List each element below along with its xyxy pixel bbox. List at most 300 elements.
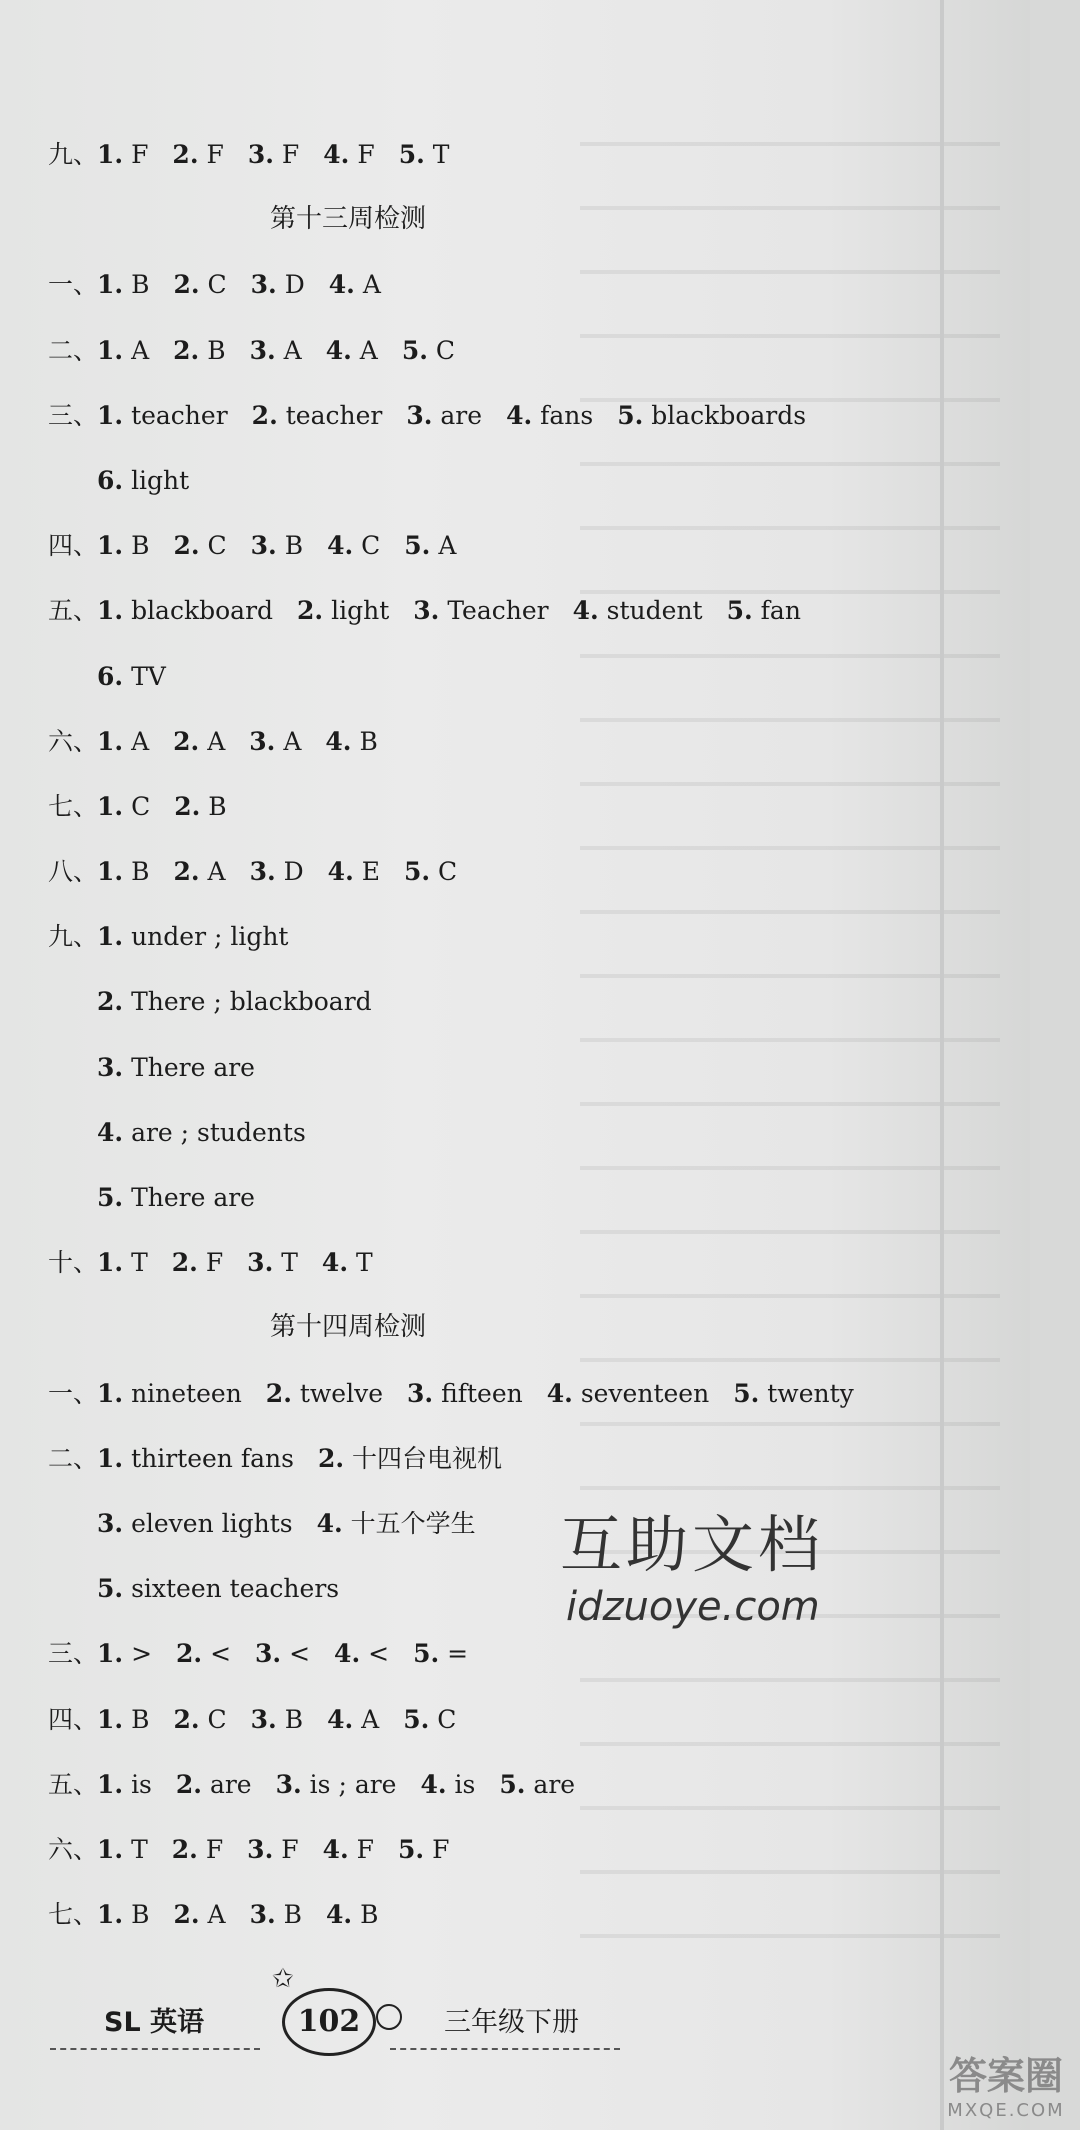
item-number: 5.: [404, 531, 431, 561]
item-answer: 十五个学生: [350, 1508, 476, 1538]
answer-item: [250, 857, 304, 886]
item-answer: <: [210, 1639, 232, 1669]
item-answer: twenty: [767, 1378, 854, 1408]
item-answer: F: [281, 140, 300, 169]
answer-item: [173, 270, 226, 299]
item-number: 1.: [97, 531, 124, 561]
answer-item: [97, 1835, 148, 1864]
answer-item: [97, 922, 288, 951]
answer-item: [727, 596, 801, 625]
answer-item: [172, 1248, 223, 1277]
answer-item: [249, 727, 301, 756]
item-number: 4.: [323, 140, 350, 169]
item-answer: =: [447, 1639, 469, 1669]
item-answer: is ; are: [309, 1769, 397, 1799]
item-answer: C: [207, 1704, 227, 1734]
answer-item: [252, 401, 383, 430]
item-answer: T: [281, 1248, 298, 1278]
answer-item: [97, 1574, 339, 1603]
item-answer: B: [360, 1900, 379, 1930]
answer-item: [97, 1639, 152, 1668]
item-answer: student: [606, 596, 703, 626]
item-number: 4.: [546, 1378, 573, 1408]
item-number: 3.: [250, 531, 277, 561]
question-group-label: 六、: [48, 726, 99, 756]
answer-line: [48, 1817, 928, 1882]
item-number: 1.: [97, 922, 124, 952]
item-number: 4.: [322, 1834, 349, 1864]
answer-line: [48, 513, 928, 578]
item-number: 2.: [265, 1378, 292, 1408]
item-number: 5.: [499, 1769, 526, 1799]
item-answer: B: [284, 531, 304, 561]
item-answer: There ; blackboard: [131, 987, 372, 1017]
item-number: 3.: [249, 726, 276, 756]
star-icon: ✩: [272, 1964, 294, 1994]
item-number: 4.: [572, 596, 599, 626]
answer-item: [329, 270, 381, 299]
item-number: 5.: [413, 1639, 440, 1669]
item-answer: is: [131, 1769, 152, 1799]
item-answer: 十四台电视机: [352, 1443, 503, 1473]
answer-item: [97, 662, 166, 691]
answer-item: [248, 140, 299, 169]
answer-item: [173, 336, 225, 365]
item-answer: Teacher: [447, 596, 549, 626]
question-group-label: 二、: [48, 1443, 99, 1473]
item-answer: There are: [131, 1183, 255, 1212]
item-answer: T: [355, 1248, 373, 1278]
item-answer: A: [207, 1900, 226, 1930]
item-number: 2.: [173, 1900, 200, 1930]
question-group-label: 三、: [48, 1639, 99, 1669]
item-number: 1.: [97, 726, 124, 756]
item-number: 3.: [249, 857, 276, 887]
item-number: 1.: [97, 1834, 124, 1864]
item-answer: T: [432, 140, 450, 169]
item-answer: B: [131, 1900, 150, 1930]
answer-item: [97, 727, 149, 756]
item-number: 5.: [403, 857, 431, 887]
item-answer: F: [205, 1834, 224, 1864]
answer-item: [97, 270, 149, 299]
answer-line: [48, 709, 928, 774]
answer-line: [48, 1230, 928, 1295]
item-number: 3.: [407, 1378, 434, 1408]
answer-item: [318, 1444, 502, 1473]
item-number: 1.: [97, 1378, 124, 1408]
item-answer: A: [131, 335, 150, 365]
answer-line: [48, 1361, 928, 1426]
item-answer: teacher: [285, 400, 383, 430]
answer-line: [48, 448, 928, 513]
item-answer: is: [454, 1769, 476, 1799]
item-answer: C: [207, 270, 227, 300]
item-answer: T: [131, 1248, 148, 1278]
item-number: 3.: [250, 270, 277, 300]
item-number: 5.: [97, 1574, 124, 1604]
item-number: 2.: [173, 335, 200, 365]
answer-item: [255, 1639, 310, 1668]
question-group-label: 六、: [48, 1834, 99, 1864]
item-number: 3.: [250, 1704, 277, 1734]
item-number: 4.: [97, 1117, 124, 1147]
item-number: 2.: [297, 596, 324, 626]
item-answer: C: [437, 1704, 457, 1734]
answer-item: [251, 531, 303, 560]
item-answer: F: [432, 1834, 450, 1864]
answer-item: [326, 1900, 378, 1929]
question-group-label: 一、: [48, 1378, 99, 1408]
item-number: 4.: [327, 531, 354, 561]
item-answer: blackboards: [651, 400, 807, 430]
item-number: 1.: [97, 270, 124, 300]
answer-item: [328, 857, 380, 886]
item-number: 1.: [97, 1639, 124, 1669]
answer-item: [506, 401, 593, 430]
answer-item: [266, 1379, 383, 1408]
answer-item: [327, 1705, 379, 1734]
item-answer: F: [357, 140, 375, 169]
answer-item: [97, 336, 149, 365]
item-answer: light: [331, 596, 390, 626]
answer-item: [97, 792, 150, 821]
item-number: 4.: [506, 400, 533, 430]
answer-item: [250, 336, 302, 365]
answer-item: [326, 336, 378, 365]
answer-item: [173, 1900, 225, 1929]
item-answer: fans: [540, 400, 594, 430]
answer-item: [402, 336, 455, 365]
answer-line: [48, 1426, 928, 1491]
item-number: 5.: [726, 596, 753, 626]
item-number: 4.: [321, 1248, 349, 1278]
item-number: 3.: [255, 1639, 282, 1669]
item-number: 4.: [325, 726, 352, 756]
answer-item: [547, 1379, 709, 1408]
item-number: 2.: [176, 1639, 203, 1669]
answer-line: [48, 252, 928, 317]
question-group-label: 七、: [48, 791, 99, 821]
item-number: 1.: [97, 791, 124, 821]
answer-item: [733, 1379, 854, 1408]
answer-line: [48, 578, 928, 643]
question-group-label: 五、: [48, 596, 99, 626]
question-group-label: 九、: [48, 140, 99, 169]
answer-item: [413, 596, 548, 625]
item-answer: fan: [760, 596, 801, 626]
question-group-label: 一、: [48, 270, 99, 300]
item-number: 1.: [97, 857, 124, 887]
answer-item: [404, 531, 456, 560]
item-number: 3.: [413, 596, 440, 626]
item-number: 1.: [97, 400, 124, 430]
answer-item: [97, 1509, 293, 1538]
item-answer: C: [131, 791, 151, 821]
item-answer: seventeen: [580, 1378, 710, 1408]
answer-item: [499, 1770, 575, 1799]
item-number: 2.: [174, 791, 201, 821]
item-number: 2.: [175, 1769, 202, 1799]
item-number: 5.: [617, 400, 644, 430]
item-answer: C: [438, 857, 458, 887]
answer-line: [48, 1165, 928, 1230]
item-answer: F: [131, 140, 149, 169]
answer-item: [323, 140, 374, 169]
answer-line: [48, 383, 928, 448]
watermark: [560, 1495, 860, 1665]
item-answer: B: [131, 857, 150, 887]
answer-item: [97, 1183, 255, 1212]
answer-item: [172, 140, 223, 169]
answer-item: [334, 1639, 389, 1668]
item-number: 1.: [97, 1443, 124, 1473]
answer-item: [176, 1639, 231, 1668]
item-answer: blackboard: [131, 596, 274, 626]
question-group-label: 四、: [48, 531, 99, 561]
answer-item: [407, 1379, 523, 1408]
item-answer: are: [533, 1769, 576, 1799]
item-answer: A: [207, 857, 226, 887]
question-group-label: 十、: [48, 1248, 99, 1278]
item-number: 2.: [173, 726, 200, 756]
answer-item: [247, 1248, 298, 1277]
item-answer: B: [131, 1704, 150, 1734]
item-number: 2.: [251, 400, 278, 430]
item-answer: B: [131, 270, 150, 300]
watermark-cn: 互助文档: [560, 1508, 825, 1581]
item-answer: >: [131, 1639, 153, 1669]
item-answer: sixteen teachers: [131, 1574, 340, 1604]
corner-logo-cn: 答案圈: [948, 2054, 1063, 2098]
item-answer: B: [283, 1900, 302, 1930]
item-number: 3.: [247, 140, 274, 169]
answer-item: [399, 140, 450, 169]
answer-item: [97, 1248, 148, 1277]
answer-item: [97, 1118, 306, 1147]
item-number: 1.: [97, 1769, 124, 1799]
item-number: 4.: [327, 857, 354, 887]
watermark-en: idzuoye.com: [566, 1584, 820, 1630]
answer-item: [97, 140, 148, 169]
corner-logo-en: MXQE.COM: [947, 2100, 1065, 2121]
item-number: 3.: [249, 335, 276, 365]
answer-item: [406, 401, 482, 430]
corner-logo: [936, 2045, 1076, 2125]
item-answer: fifteen: [441, 1378, 523, 1408]
item-answer: F: [205, 1248, 224, 1278]
item-number: 3.: [97, 1052, 124, 1082]
item-number: 5.: [733, 1378, 760, 1408]
answer-line: [48, 904, 928, 969]
item-number: 6.: [97, 661, 124, 691]
answer-item: [97, 1705, 149, 1734]
item-answer: B: [359, 726, 378, 756]
answer-line: [48, 839, 928, 904]
answer-item: [97, 596, 273, 625]
answer-item: [97, 987, 372, 1016]
item-answer: E: [361, 857, 380, 887]
answer-line: [48, 1035, 928, 1100]
item-answer: F: [281, 1834, 299, 1864]
item-number: 2.: [173, 270, 200, 300]
answer-item: [322, 1248, 373, 1277]
item-answer: twelve: [299, 1378, 384, 1408]
answer-item: [250, 1900, 302, 1929]
item-answer: <: [368, 1639, 390, 1669]
question-group-label: 九、: [48, 922, 99, 952]
item-answer: F: [356, 1834, 375, 1864]
answer-item: [97, 1379, 242, 1408]
item-number: 4.: [325, 335, 352, 365]
item-answer: A: [438, 531, 457, 561]
answer-item: [403, 1705, 456, 1734]
item-answer: B: [208, 791, 227, 821]
item-answer: under ; light: [131, 922, 289, 952]
answer-line: [48, 1100, 928, 1165]
answer-item: [173, 1705, 226, 1734]
item-number: 1.: [97, 140, 124, 169]
item-answer: eleven lights: [131, 1508, 293, 1538]
answer-item: [327, 531, 380, 560]
item-number: 1.: [97, 1704, 124, 1734]
item-answer: A: [361, 1704, 380, 1734]
item-answer: C: [435, 335, 456, 365]
answer-list: [48, 122, 928, 1947]
item-number: 4.: [328, 270, 355, 300]
answer-item: [173, 857, 225, 886]
answer-item: [323, 1835, 374, 1864]
item-answer: C: [361, 531, 381, 561]
footer-divider-right: [390, 2048, 620, 2050]
item-number: 2.: [172, 140, 199, 169]
answer-item: [97, 1900, 149, 1929]
footer-subject: SL 英语: [104, 2007, 205, 2038]
item-answer: are ; students: [131, 1117, 306, 1147]
item-answer: light: [131, 465, 190, 495]
answer-item: [97, 1444, 294, 1473]
item-number: 5.: [401, 335, 428, 365]
answer-line: [48, 969, 928, 1034]
question-group-label: 四、: [48, 1704, 99, 1734]
item-number: 2.: [317, 1443, 345, 1473]
answer-item: [173, 727, 225, 756]
answer-item: [97, 1770, 152, 1799]
item-answer: There are: [131, 1052, 255, 1082]
item-number: 2.: [97, 987, 124, 1017]
answer-item: [413, 1639, 468, 1668]
item-number: 2.: [173, 1704, 200, 1734]
answer-line: [48, 1882, 928, 1947]
answer-item: [247, 1835, 298, 1864]
answer-item: [420, 1770, 475, 1799]
item-number: 2.: [173, 531, 200, 561]
item-answer: nineteen: [131, 1378, 242, 1408]
item-number: 5.: [398, 1834, 425, 1864]
answer-item: [573, 596, 703, 625]
item-answer: F: [206, 140, 224, 169]
answer-item: [297, 596, 389, 625]
answer-item: [97, 531, 149, 560]
answer-line: [48, 318, 928, 383]
item-number: 4.: [420, 1769, 447, 1799]
question-group-label: 三、: [48, 400, 99, 430]
item-answer: B: [207, 335, 226, 365]
item-number: 4.: [334, 1639, 361, 1669]
footer-divider-left: [50, 2048, 260, 2050]
question-group-label: 二、: [48, 335, 99, 365]
answer-item: [174, 792, 226, 821]
item-number: 6.: [97, 465, 124, 495]
answer-item: [97, 857, 149, 886]
item-answer: D: [284, 270, 305, 300]
item-answer: are: [440, 400, 483, 430]
item-answer: thirteen fans: [131, 1443, 294, 1473]
answer-item: [97, 1053, 255, 1082]
question-group-label: 八、: [48, 857, 99, 887]
item-answer: B: [284, 1704, 304, 1734]
footer-grade: 三年级下册: [444, 2007, 579, 2038]
answer-line: [48, 644, 928, 709]
item-number: 3.: [247, 1834, 274, 1864]
item-number: 4.: [316, 1508, 343, 1538]
item-number: 2.: [171, 1248, 198, 1278]
item-number: 3.: [97, 1508, 124, 1538]
question-group-label: 七、: [48, 1900, 99, 1930]
page-number: 102: [282, 1988, 376, 2056]
page-footer: [50, 1964, 610, 2065]
answer-item: [97, 466, 189, 495]
item-answer: D: [283, 857, 304, 887]
section-heading: 第十三周检测: [269, 204, 426, 235]
item-number: 4.: [327, 1704, 354, 1734]
item-number: 3.: [406, 400, 433, 430]
item-answer: A: [207, 726, 226, 756]
item-number: 1.: [97, 1248, 124, 1278]
answer-item: [251, 1705, 303, 1734]
answer-line: [48, 1752, 928, 1817]
item-answer: A: [283, 335, 302, 365]
answer-item: [276, 1770, 397, 1799]
item-number: 3.: [249, 1900, 276, 1930]
answer-item: [251, 270, 305, 299]
answer-item: [617, 401, 806, 430]
item-answer: are: [209, 1769, 252, 1799]
item-number: 5.: [398, 140, 425, 169]
item-answer: TV: [131, 661, 166, 691]
answer-item: [398, 1835, 449, 1864]
answer-line: [48, 774, 928, 839]
circle-icon: [376, 2004, 402, 2030]
item-answer: teacher: [131, 400, 228, 430]
item-number: 1.: [97, 335, 124, 365]
answer-item: [176, 1770, 252, 1799]
section-heading: 第十四周检测: [269, 1312, 426, 1343]
answer-item: [172, 1835, 223, 1864]
item-number: 2.: [171, 1834, 198, 1864]
answer-item: [317, 1509, 476, 1538]
answer-item: [325, 727, 377, 756]
item-number: 1.: [97, 596, 124, 626]
item-number: 5.: [97, 1183, 124, 1212]
item-number: 2.: [173, 857, 200, 887]
item-number: 3.: [247, 1248, 274, 1278]
item-answer: A: [131, 726, 150, 756]
item-answer: A: [283, 726, 302, 756]
item-number: 4.: [326, 1900, 353, 1930]
page-gutter: [940, 0, 944, 2130]
item-number: 1.: [97, 1900, 124, 1930]
